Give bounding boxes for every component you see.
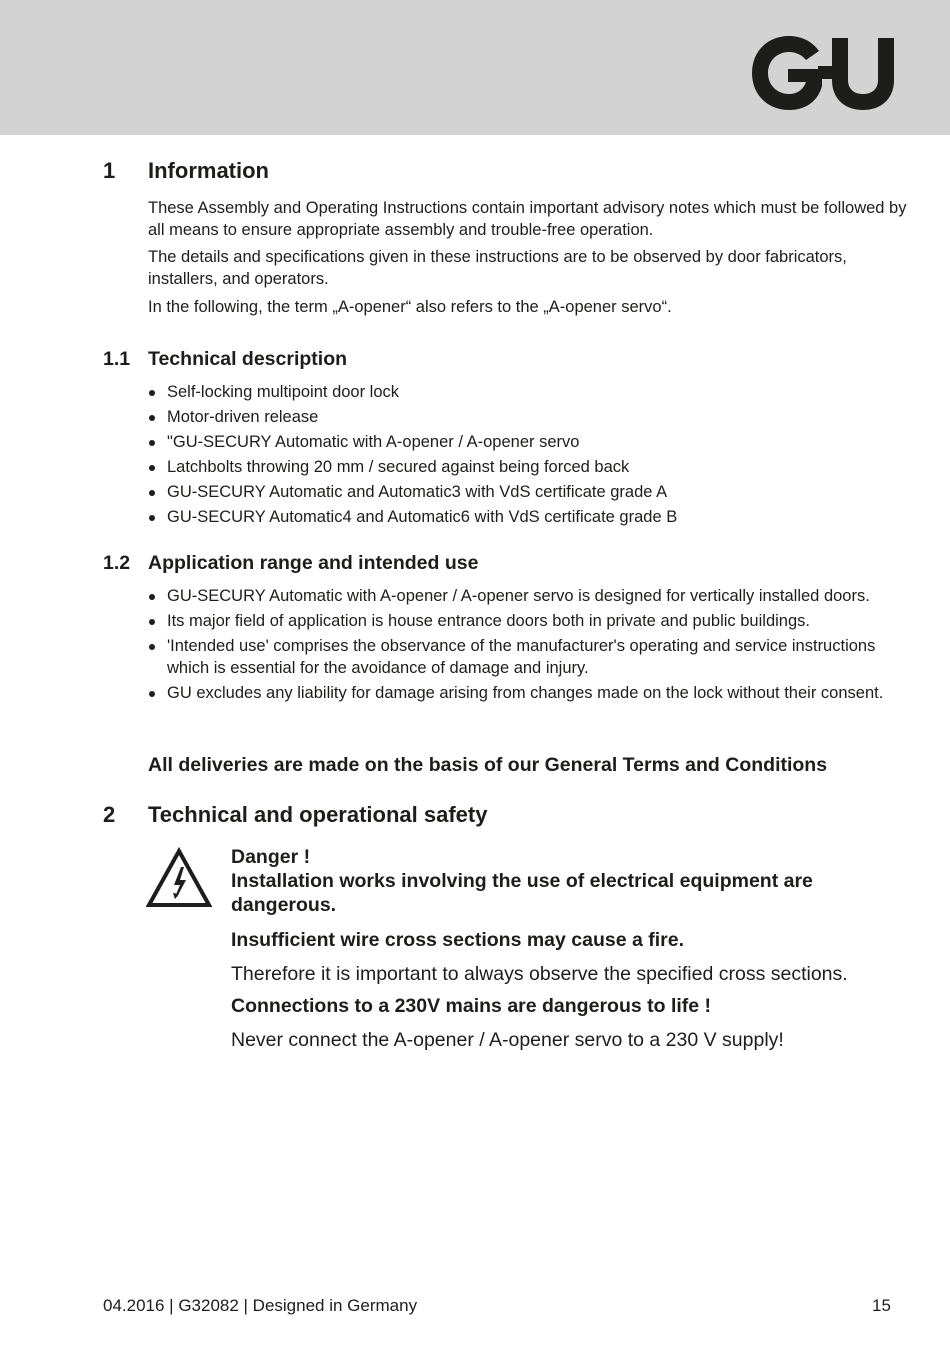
section-title: Technical and operational safety bbox=[148, 802, 488, 827]
section-number: 1.1 bbox=[103, 348, 131, 370]
list-item: GU-SECURY Automatic4 and Automatic6 with VdS certificate grade B bbox=[148, 506, 918, 528]
list-item: Motor-driven release bbox=[148, 406, 918, 428]
section-number: 2 bbox=[103, 802, 116, 827]
section-title: Technical description bbox=[148, 348, 348, 370]
section-number: 1 bbox=[103, 158, 116, 183]
terms-statement: All deliveries are made on the basis of our General Terms and Conditions bbox=[148, 754, 828, 776]
technical-description-list bbox=[148, 381, 918, 528]
section-title: Information bbox=[148, 158, 269, 183]
list-item: Self-locking multipoint door lock bbox=[148, 381, 918, 403]
list-item: GU excludes any liability for damage arising from changes made on the lock without their consent. bbox=[148, 682, 918, 704]
list-item: GU-SECURY Automatic and Automatic3 with VdS certificate grade A bbox=[148, 481, 918, 503]
paragraph: The details and specifications given in these instructions are to be observed by door fabricators, installers, and operators. bbox=[148, 248, 847, 288]
application-range-list bbox=[148, 585, 918, 704]
logo-text: G-U bbox=[752, 36, 754, 37]
list-item: "GU-SECURY Automatic with A-opener / A-opener servo bbox=[148, 431, 918, 453]
list-item: Latchbolts throwing 20 mm / secured against being forced back bbox=[148, 456, 918, 478]
mains-note: Never connect the A-opener / A-opener servo to a 230 V supply! bbox=[231, 1029, 784, 1051]
danger-title: Danger ! bbox=[231, 846, 311, 868]
footer-info: 04.2016 | G32082 | Designed in Germany bbox=[103, 1296, 418, 1315]
section-title: Application range and intended use bbox=[148, 552, 479, 574]
mains-warning: Connections to a 230V mains are dangerous to life ! bbox=[231, 995, 712, 1017]
section-number: 1.2 bbox=[103, 552, 131, 574]
gu-logo bbox=[752, 36, 894, 110]
danger-text: Installation works involving the use of electrical equipment are dangerous. bbox=[231, 870, 813, 916]
list-item: Its major field of application is house entrance doors both in private and public buildings. bbox=[148, 610, 918, 632]
electrical-hazard-warning-icon bbox=[146, 847, 212, 909]
paragraph: These Assembly and Operating Instructions contain important advisory notes which must be followed by all means to ensure appropriate assembly and trouble-free operation. bbox=[148, 199, 907, 239]
paragraph: In the following, the term „A-opener“ also refers to the „A-opener servo“. bbox=[148, 298, 672, 316]
page-number: 15 bbox=[872, 1296, 891, 1315]
wire-note: Therefore it is important to always observe the specified cross sections. bbox=[231, 963, 848, 985]
wire-warning: Insufficient wire cross sections may cause a fire. bbox=[231, 929, 685, 951]
list-item: GU-SECURY Automatic with A-opener / A-opener servo is designed for vertically installed doors. bbox=[148, 585, 918, 607]
list-item: 'Intended use' comprises the observance of the manufacturer's operating and service instructions which is essential for the avoidance of damage and injury. bbox=[148, 635, 918, 679]
